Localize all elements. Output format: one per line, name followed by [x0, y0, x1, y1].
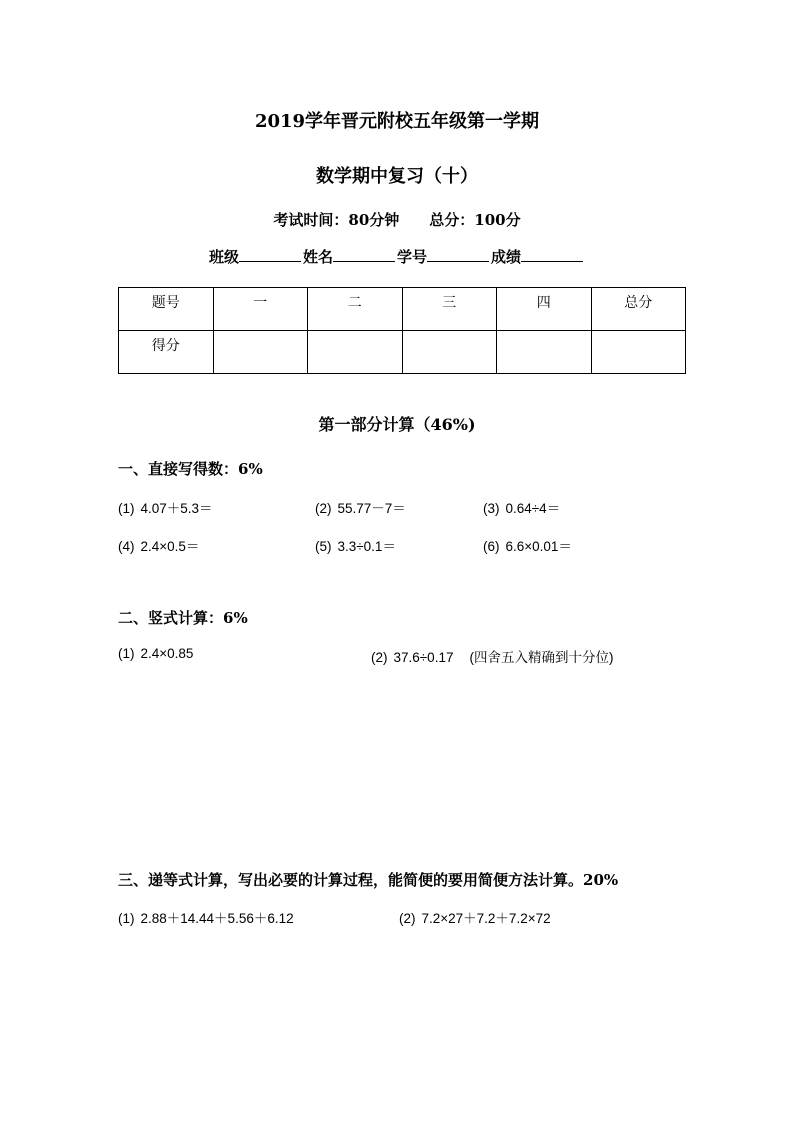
score-cell[interactable]: [308, 331, 403, 374]
score-row-label: 得分: [119, 331, 214, 374]
score-table: [118, 287, 686, 374]
score-table-score-row: [119, 331, 686, 374]
q1-item: [315, 497, 406, 517]
q1-item: [118, 535, 199, 555]
score-table-header-cell: 题号: [119, 288, 214, 331]
document-title: 2019学年晋元附校五年级第一学期: [254, 111, 540, 132]
name-label: 姓名: [302, 248, 333, 266]
q3-title: 三、递等式计算，写出必要的计算过程，能简便的要用简便方法计算。20%: [118, 871, 619, 889]
name-blank[interactable]: [333, 247, 395, 262]
item-expression: 6.6×0.01＝: [505, 539, 572, 554]
class-label: 班级: [208, 248, 239, 266]
q2-item: [371, 646, 613, 666]
q1-title: 一、直接写得数：6%: [118, 460, 263, 478]
exam-info: 考试时间：80分钟 总分：100分: [273, 211, 521, 229]
score-label: 成绩: [491, 248, 522, 266]
item-expression: 0.64÷4＝: [505, 501, 561, 516]
score-cell[interactable]: [591, 331, 686, 374]
item-number: (6): [483, 539, 500, 554]
item-note: (四舍五入精确到十分位): [469, 650, 614, 665]
item-expression: 37.6÷0.17: [393, 650, 454, 665]
item-number: (2): [399, 911, 416, 926]
part1-title: 第一部分计算（46%): [318, 415, 476, 434]
score-cell[interactable]: [213, 331, 308, 374]
q1-item: [118, 497, 213, 517]
item-number: (1): [118, 911, 135, 926]
document-subtitle: 数学期中复习（十）: [316, 166, 478, 187]
item-expression: 2.88＋14.44＋5.56＋6.12: [140, 911, 294, 926]
score-table-header-cell: 四: [497, 288, 592, 331]
student-id-blank[interactable]: [427, 247, 489, 262]
item-expression: 4.07＋5.3＝: [140, 501, 213, 516]
score-table-header-cell: 三: [402, 288, 497, 331]
q1-item: [483, 535, 572, 555]
student-info-fields: [0, 246, 794, 267]
item-number: (2): [371, 650, 388, 665]
item-expression: 2.4×0.5＝: [140, 539, 200, 554]
q1-item: [315, 535, 396, 555]
item-number: (5): [315, 539, 332, 554]
class-blank[interactable]: [239, 247, 301, 262]
score-cell[interactable]: [402, 331, 497, 374]
item-number: (2): [315, 501, 332, 516]
q3-item: [118, 907, 294, 927]
student-id-label: 学号: [397, 248, 428, 266]
item-expression: 2.4×0.85: [140, 646, 194, 661]
q3-item: [399, 907, 551, 927]
item-expression: 55.77－7＝: [337, 501, 406, 516]
item-expression: 7.2×27＋7.2＋7.2×72: [421, 911, 551, 926]
item-number: (4): [118, 539, 135, 554]
score-table-header-cell: 总分: [591, 288, 686, 331]
score-table-header-cell: 一: [213, 288, 308, 331]
score-table-header-cell: 二: [308, 288, 403, 331]
item-number: (1): [118, 646, 135, 661]
item-expression: 3.3÷0.1＝: [337, 539, 396, 554]
score-table-header-row: [119, 288, 686, 331]
score-cell[interactable]: [497, 331, 592, 374]
q2-title: 二、竖式计算：6%: [118, 609, 248, 627]
q1-item: [483, 497, 560, 517]
q2-item: [118, 646, 193, 661]
item-number: (1): [118, 501, 135, 516]
item-number: (3): [483, 501, 500, 516]
score-blank[interactable]: [521, 247, 583, 262]
